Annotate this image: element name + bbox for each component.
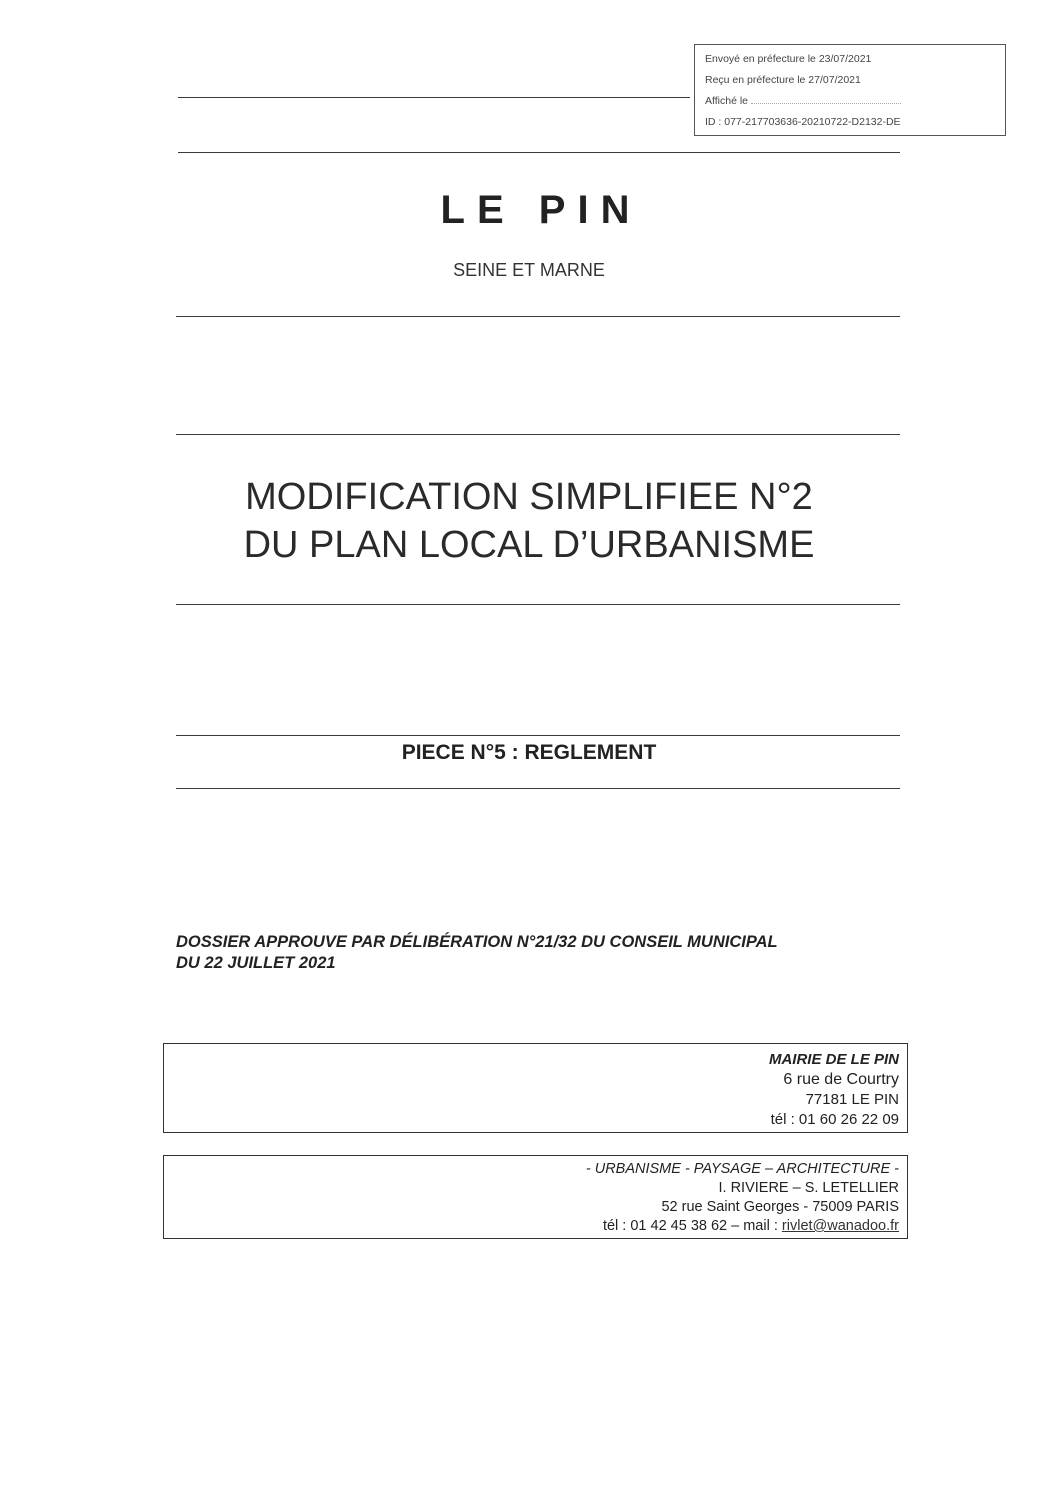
department-name: SEINE ET MARNE — [453, 260, 605, 280]
stamp-posted-label: Affiché le — [705, 95, 748, 107]
mairie-street: 6 rue de Courtry — [783, 1071, 899, 1088]
agency-names: I. RIVIERE – S. LETELLIER — [718, 1180, 899, 1196]
document-title-line2: DU PLAN LOCAL D’URBANISME — [243, 524, 815, 566]
rule-top-2 — [178, 152, 900, 153]
agency-address: 52 rue Saint Georges - 75009 PARIS — [661, 1199, 899, 1215]
document-title — [0, 473, 1058, 569]
stamp-posted — [705, 95, 901, 107]
approval-line2: DU 22 JUILLET 2021 — [176, 954, 336, 972]
commune-name: LE PIN — [440, 188, 642, 232]
stamp-received: Reçu en préfecture le 27/07/2021 — [705, 74, 861, 86]
rule-title-bottom — [176, 604, 900, 605]
mairie-city: 77181 LE PIN — [805, 1091, 899, 1108]
agency-mail-link[interactable]: rivlet@wanadoo.fr — [781, 1218, 899, 1234]
agency-address-box — [163, 1155, 908, 1239]
rule-header-bottom — [176, 316, 900, 317]
rule-top-1 — [178, 97, 690, 98]
agency-mail-label: – mail : — [731, 1218, 778, 1234]
stamp-sent: Envoyé en préfecture le 23/07/2021 — [705, 53, 872, 65]
agency-contact — [164, 1217, 899, 1236]
agency-phone: tél : 01 42 45 38 62 — [602, 1218, 728, 1234]
stamp-id: ID : 077-217703636-20210722-D2132-DE — [705, 116, 901, 128]
rule-title-top — [176, 434, 900, 435]
rule-piece-bottom — [176, 788, 900, 789]
mairie-phone: tél : 01 60 26 22 09 — [770, 1111, 899, 1128]
rule-piece-top — [176, 735, 900, 736]
stamp-posted-blank — [751, 95, 901, 104]
mairie-name: MAIRIE DE LE PIN — [768, 1051, 899, 1068]
piece-label: PIECE N°5 : REGLEMENT — [401, 741, 657, 764]
agency-tagline: - URBANISME - PAYSAGE – ARCHITECTURE - — [585, 1161, 899, 1177]
mairie-address-box — [163, 1043, 908, 1133]
approval-line1: DOSSIER APPROUVE PAR DÉLIBÉRATION N°21/32 DU CONSEIL MUNICIPAL — [176, 933, 778, 951]
document-title-line1: MODIFICATION SIMPLIFIEE N°2 — [245, 476, 813, 518]
prefecture-stamp — [694, 44, 1006, 136]
approval-statement — [176, 932, 896, 974]
